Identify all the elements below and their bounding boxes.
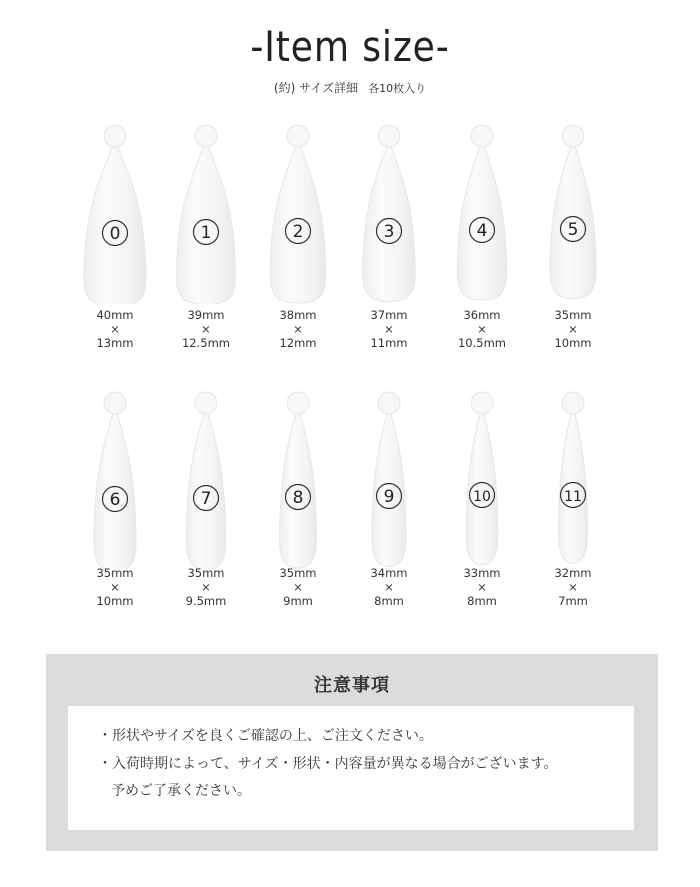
notice-line-3: 予めご了承ください。 [111,783,251,799]
tip-length: 35mm [96,566,134,580]
tip-length: 37mm [370,308,408,322]
subtitle-text: (約) サイズ詳細 [273,81,359,95]
nail-tip-11 [528,385,618,569]
tip-size-7 [156,566,256,608]
tip-length: 34mm [370,566,408,580]
times-sign: × [384,580,394,594]
tip-size-4 [432,308,532,350]
times-sign: × [110,580,120,594]
page-title: -Item size- [250,22,450,71]
notice-box [68,706,634,830]
tip-size-9 [339,566,439,608]
tip-size-0 [65,308,165,350]
times-sign: × [110,322,120,336]
tip-number: 6 [109,490,121,510]
times-sign: × [201,322,211,336]
nail-tip-10 [437,385,527,569]
nail-tip-image [161,118,251,304]
nail-tip-image [70,118,160,304]
notice-title: 注意事項 [314,675,390,696]
tip-size-5 [523,308,623,350]
tip-size-2 [248,308,348,350]
tip-size-10 [432,566,532,608]
tip-width: 13mm [96,336,134,350]
nail-tip-image [528,385,618,569]
tip-width: 10mm [554,336,592,350]
times-sign: × [201,580,211,594]
nail-tip-2 [253,118,343,304]
nail-tip-image [344,118,434,304]
tip-width: 7mm [558,594,588,608]
tip-number: 3 [383,222,395,242]
tip-width: 10mm [96,594,134,608]
tip-width: 12.5mm [181,336,230,350]
tip-length: 36mm [463,308,501,322]
tip-length: 39mm [187,308,225,322]
nail-tip-image [344,385,434,569]
tip-number: 1 [200,223,212,243]
page-subtitle [0,79,700,96]
nail-tip-image [161,385,251,569]
nail-tip-3 [344,118,434,304]
tip-size-6 [65,566,165,608]
nail-tip-image [528,118,618,304]
nail-tip-image [253,385,343,569]
quantity-text: 各10枚入り [368,82,427,95]
times-sign: × [293,580,303,594]
nail-tip-6 [70,385,160,569]
tip-size-11 [523,566,623,608]
notice-line-2: ・入荷時期によって、サイズ・形状・内容量が異なる場合がございます。 [98,756,558,772]
tip-width: 10.5mm [457,336,506,350]
tip-length: 35mm [554,308,592,322]
nail-tip-8 [253,385,343,569]
tip-number: 0 [109,224,121,244]
tip-number: 10 [473,489,491,505]
times-sign: × [477,580,487,594]
tip-number: 11 [564,489,582,505]
tip-width: 9mm [283,594,313,608]
tip-number: 2 [292,222,304,242]
notice-line-1: ・形状やサイズを良くご確認の上、ご注文ください。 [98,728,433,744]
tip-length: 33mm [463,566,501,580]
tip-width: 8mm [374,594,404,608]
tip-width: 8mm [467,594,497,608]
nail-tip-4 [437,118,527,304]
notice-panel [46,654,658,851]
times-sign: × [384,322,394,336]
tip-number: 9 [383,487,395,507]
tip-length: 38mm [279,308,317,322]
times-sign: × [568,322,578,336]
tip-width: 11mm [370,336,408,350]
tip-width: 9.5mm [185,594,227,608]
tip-length: 40mm [96,308,134,322]
nail-tip-0 [70,118,160,304]
nail-tip-1 [161,118,251,304]
tip-size-1 [156,308,256,350]
tip-size-3 [339,308,439,350]
tip-width: 12mm [279,336,317,350]
nail-tip-image [437,385,527,569]
nail-tip-image [70,385,160,569]
nail-tip-image [253,118,343,304]
tip-number: 4 [476,221,488,241]
nail-tip-image [437,118,527,304]
tip-length: 32mm [554,566,592,580]
times-sign: × [293,322,303,336]
tip-number: 8 [292,488,304,508]
nail-tip-7 [161,385,251,569]
tip-length: 35mm [279,566,317,580]
nail-tip-9 [344,385,434,569]
tip-number: 7 [200,489,212,509]
tip-size-8 [248,566,348,608]
times-sign: × [477,322,487,336]
times-sign: × [568,580,578,594]
tip-length: 35mm [187,566,225,580]
tip-number: 5 [567,220,579,240]
nail-tip-5 [528,118,618,304]
